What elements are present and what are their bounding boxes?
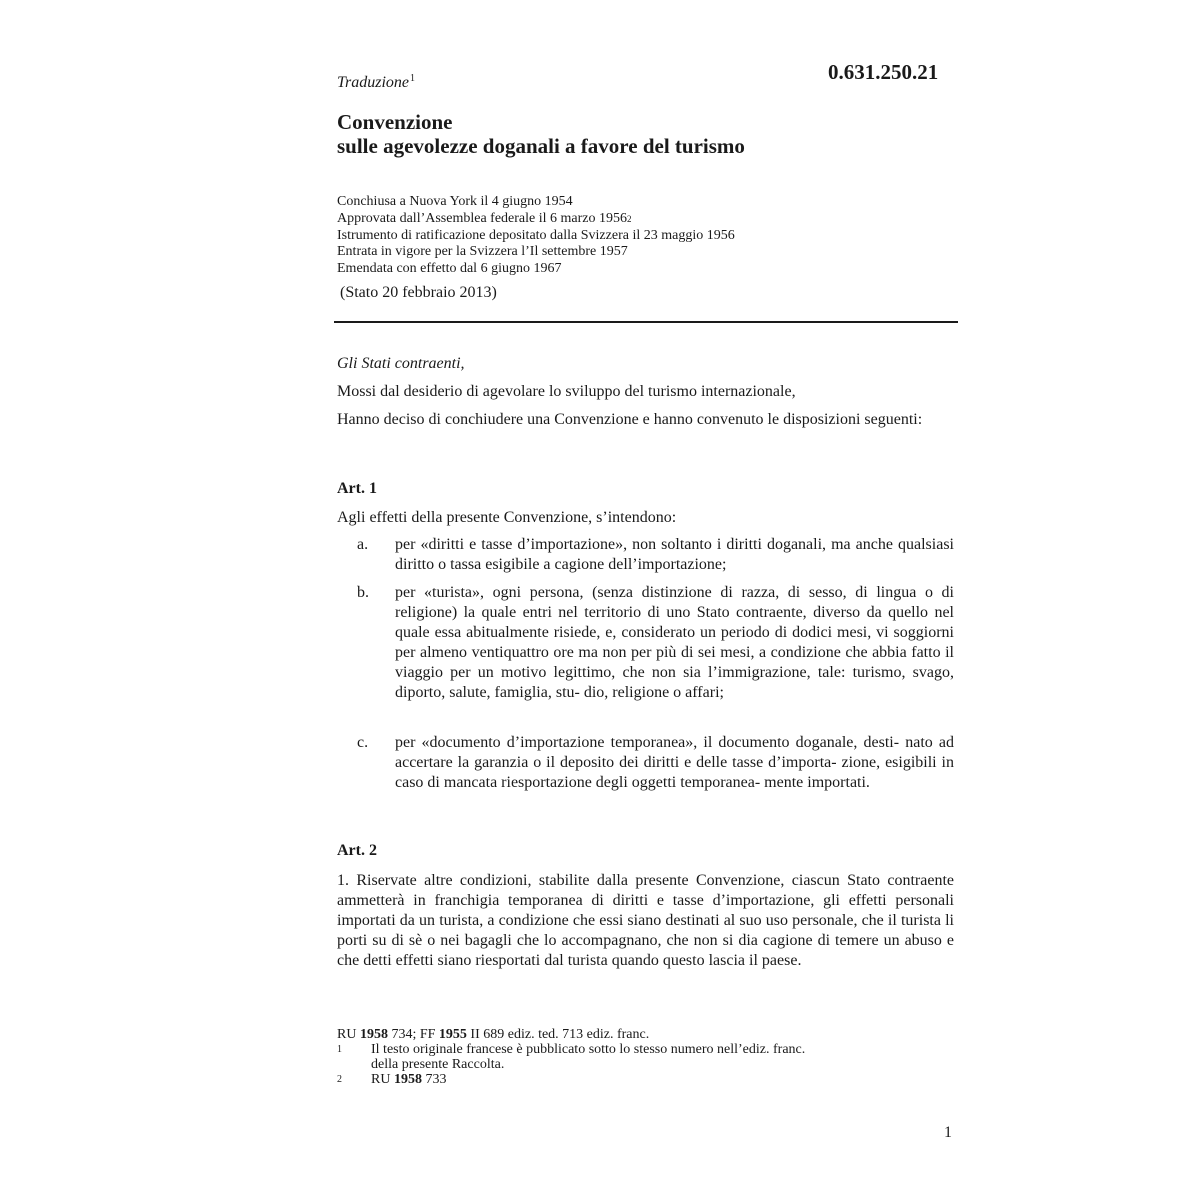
- list-item-letter: c.: [357, 734, 369, 751]
- footnote-number: 2: [337, 1074, 342, 1085]
- list-item-letter: a.: [357, 536, 369, 553]
- list-item: [357, 733, 954, 793]
- footnote-1-line-1: Il testo originale francese è pubblicato sotto lo stesso numero nell’ediz. franc.: [371, 1042, 806, 1057]
- list-item-text: per «diritti e tasse d’importazione», non soltanto i diritti doganali, ma anche qualsiasi diritto o tassa esigibile a cagione dell’importazione;: [395, 536, 954, 573]
- document-title: [337, 110, 745, 158]
- document-status: (Stato 20 febbraio 2013): [340, 284, 497, 301]
- header-divider: [334, 321, 958, 323]
- source-year-2: 1955: [438, 1027, 467, 1042]
- article-1-heading: Art. 1: [337, 480, 377, 497]
- source-mid: 734; FF: [387, 1027, 439, 1042]
- sr-number: 0.631.250.21: [828, 60, 939, 84]
- list-item: [357, 535, 954, 575]
- title-line-2: sulle agevolezze doganali a favore del turismo: [337, 134, 745, 158]
- list-item-letter: b.: [357, 584, 369, 601]
- footnote-2-suffix: 733: [421, 1072, 447, 1087]
- article-1-intro: Agli effetti della presente Convenzione, s’intendono:: [337, 509, 677, 526]
- footnote-ref-1[interactable]: 1: [410, 73, 416, 84]
- footnotes: [337, 1027, 897, 1087]
- meta-concluded: Conchiusa a Nuova York il 4 giugno 1954: [337, 194, 573, 209]
- title-line-1: Convenzione: [337, 110, 453, 134]
- footnote-2-text: [371, 1072, 897, 1087]
- meta-amended: Emendata con effetto dal 6 giugno 1967: [337, 261, 562, 277]
- article-2-heading: Art. 2: [337, 842, 377, 859]
- source-year-1: 1958: [359, 1027, 388, 1042]
- footnote-number: 1: [337, 1044, 342, 1055]
- article-2-paragraph-1: 1. Riservate altre condizioni, stabilite dalla presente Convenzione, ciascun Stato contraente ammetterà in franchigia temporanea di diritti e tasse d’importazione, gli effetti personali importati da un turista, a condizione che essi siano destinati al suo uso personale, che il turista li porti su di sè o nei bagagli che lo accompagnano, che non si dia cagione di temere un abuso e che detti effetti siano riesportati dal turista quando questo lascia il paese.: [337, 872, 954, 969]
- preamble-paragraph-2: Hanno deciso di conchiudere una Convenzione e hanno convenuto le disposizioni seguenti:: [337, 411, 923, 428]
- list-item-text: per «documento d’importazione temporanea», il documento doganale, desti- nato ad accertare la garanzia o il deposito dei diritti e delle tasse d’importa- zione, esigibili in caso di mancata riesportazione degli oggetti temporanea- mente importati.: [395, 734, 954, 791]
- footnote-2-prefix: RU: [371, 1072, 394, 1087]
- meta-approved-text: Approvata dall’Assemblea federale il 6 marzo 1956: [337, 210, 628, 226]
- preamble-paragraph-1: Mossi dal desiderio di agevolare lo sviluppo del turismo internazionale,: [337, 383, 796, 400]
- meta-entry-into-force: Entrata in vigore per la Svizzera l’Il settembre 1957: [337, 244, 628, 260]
- page-number: 1: [944, 1124, 952, 1141]
- footnote-ref-2[interactable]: 2: [627, 213, 632, 224]
- translation-label: [337, 74, 415, 92]
- document-metadata: [337, 194, 735, 278]
- footnote-1: [337, 1042, 897, 1072]
- preamble-intro: Gli Stati contraenti,: [337, 355, 465, 372]
- source-prefix: RU: [337, 1027, 360, 1042]
- footnote-source: [337, 1027, 897, 1042]
- meta-ratification: Istrumento di ratificazione depositato dalla Svizzera il 23 maggio 1956: [337, 227, 735, 243]
- footnote-1-line-2: della presente Raccolta.: [371, 1057, 505, 1072]
- source-suffix: II 689 ediz. ted. 713 ediz. franc.: [466, 1027, 650, 1042]
- footnote-2: [337, 1072, 897, 1087]
- translation-label-text: Traduzione: [337, 74, 410, 91]
- list-item: [357, 583, 954, 703]
- footnote-2-year: 1958: [393, 1072, 422, 1087]
- list-item-text: per «turista», ogni persona, (senza distinzione di razza, di sesso, di lingua o di religione) la quale entri nel territorio di uno Stato contraente, diverso da quello nel quale essa abitualmente risiede, e, considerato un periodo di dodici mesi, vi soggiorni per almeno ventiquattro ore ma non per più di sei mesi, a condizione che abbia fatto il viaggio per un motivo legittimo, che non sia l’immigrazione, tale: turismo, svago, diporto, salute, famiglia, stu- dio, religione o affari;: [395, 584, 954, 701]
- meta-approved: [337, 211, 735, 228]
